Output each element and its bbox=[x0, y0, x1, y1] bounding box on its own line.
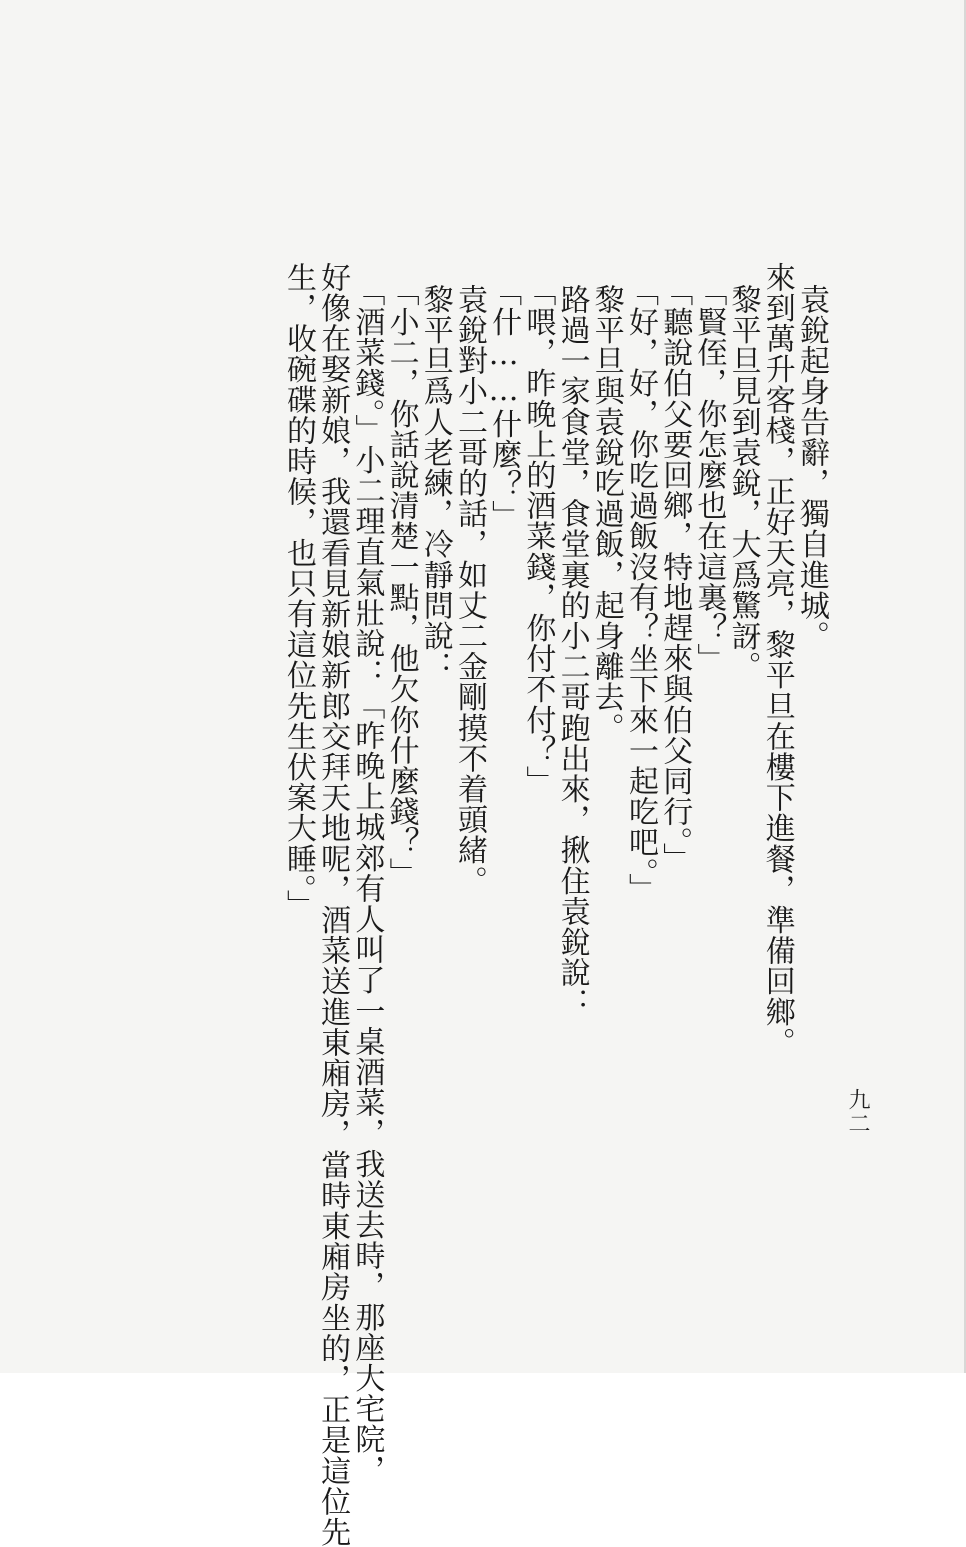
text-column-8: 路過一家食堂，食堂裏的小二哥跑出來，揪住袁銳說： bbox=[554, 284, 590, 1019]
text-column-9: 「喂，昨晚上的酒菜錢，你付不付？」 bbox=[520, 276, 556, 797]
text-column-5: 「聽說伯父要回鄉，特地趕來與伯父同行。」 bbox=[657, 276, 693, 873]
text-column-11: 袁銳對小二哥的話，如丈二金剛摸不着頭緒。 bbox=[451, 284, 487, 896]
text-column-10: 「什……什麼？」 bbox=[486, 276, 522, 531]
text-column-6: 「好，好，你吃過飯沒有？坐下來一起吃吧。」 bbox=[622, 276, 658, 904]
text-column-3: 黎平旦見到袁銳，大爲驚訝。 bbox=[725, 284, 761, 682]
text-column-16: 生，收碗碟的時候，也只有這位先生伏案大睡。」 bbox=[280, 262, 316, 921]
text-column-13: 「小二，你話說清楚一點，他欠你什麼錢？」 bbox=[383, 276, 419, 888]
text-column-4: 「賢侄，你怎麼也在這裏？」 bbox=[691, 276, 727, 674]
text-column-14: 「酒菜錢。」小二理直氣壯說：「昨晚上城郊有人叫了一桌酒菜，我送去時，那座大宅院， bbox=[349, 276, 385, 1485]
text-column-2: 來到萬升客棧，正好天亮，黎平旦在樓下進餐，準備回鄉。 bbox=[759, 262, 795, 1058]
text-column-12: 黎平旦爲人老練，冷靜問說： bbox=[417, 284, 453, 682]
text-column-1: 袁銳起身告辭，獨自進城。 bbox=[794, 284, 829, 652]
page-number: 九二 bbox=[845, 1088, 870, 1136]
vertical-text-body bbox=[280, 262, 829, 1547]
text-column-15: 好像在娶新娘，我還看見新娘新郎交拜天地呢，酒菜送進東廂房，當時東廂房坐的，正是這位先 bbox=[315, 262, 351, 1547]
text-column-7: 黎平旦與袁銳吃過飯，起身離去。 bbox=[588, 284, 624, 743]
